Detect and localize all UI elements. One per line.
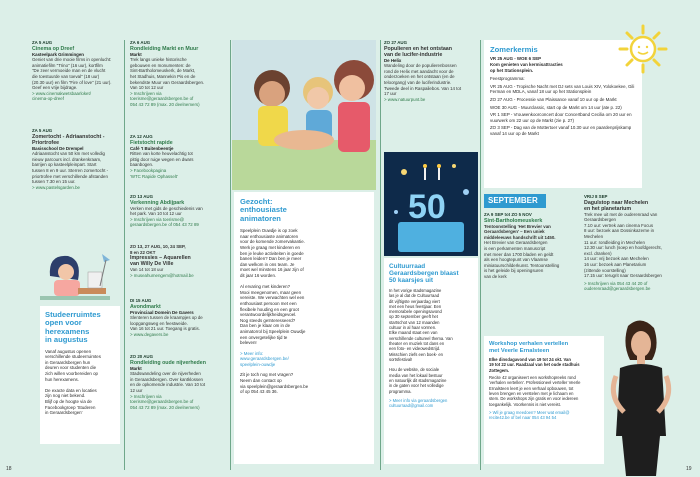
event-title: Fietstocht rapide <box>130 139 173 146</box>
fair-program-list <box>490 84 636 137</box>
list-item: WOE 30 AUG - Muurclassic, start op de Markt om 14 uur (ate p. 22) <box>490 104 622 110</box>
list-item: VR 1 SEP - Vrouwenkoorconcert door Concertband Cecilia om 20 uur en vuurwerk om 22 uur op de Markt (zie p. 27) <box>490 112 632 123</box>
event-block <box>484 212 580 280</box>
event-body: Van 14 tot 18 uur <box>130 267 164 273</box>
list-item: 14 uur: vrij bezoek aan Mechelen <box>584 256 649 262</box>
event-date: ZA 6 AUG <box>130 40 151 45</box>
event-body: Ritten van korte heuvelachtig tot pittig door ruige wegen en dwars baanbogen. <box>130 151 194 168</box>
column-divider <box>380 40 381 470</box>
event-location: Markt <box>130 365 142 371</box>
studying-girl-illustration <box>30 246 120 306</box>
event-link[interactable]: > www.degavers.be <box>130 331 169 337</box>
event-location: De Helix <box>384 57 402 63</box>
event-body: Geniet van drie mooie films in openlucht: animatiefilm "Trino" (16 uur), kortfilm "De zeer vermoeide man en de vlucht die toestuurde van toeval" (18 uur) (20.30 uur) en film "Fire of love" (21 uur). Geef een vrije bijdrage. <box>32 57 112 91</box>
list-item: 7.10 uur: vertrek aan cinema Focus <box>584 222 654 228</box>
fair-subtitle: Kom genieten van kermisattracties op het Stationsplein. <box>490 62 563 73</box>
page-number-left: 18 <box>6 466 12 472</box>
trip-schedule <box>584 223 678 279</box>
event-link[interactable]: > Inschrijven via toerisme@geraardsbergen.be of 054 43 72 89 (max. 20 deelnemers) <box>130 393 200 410</box>
event-date: ZO 27 AUG <box>384 40 408 45</box>
event-link[interactable]: > museahumengem@hotmail.be <box>130 272 194 278</box>
event-location: Café 't Buitenbeentje <box>130 145 174 151</box>
event-date: ZO 13 AUG <box>130 194 154 199</box>
event-date: ZO 13, 27 AUG, 10, 24 SEP, 8 en 22 OKT <box>130 244 186 255</box>
card-subtitle: Elke dinsdagavond van 19 tot 24 okt. Van 19 tot 22 uur. Raadzaal van het oude stadhuis Zottegem. <box>489 357 580 373</box>
event-title: Zomertocht - Adriaanstocht - Priortrofee <box>32 133 105 146</box>
list-item: 16 uur: bezoek aan Planetarium (zittende voorstelling) <box>584 261 647 273</box>
event-location: Kasteelpark Grimmingen <box>32 51 84 57</box>
event-link[interactable]: > www.pastelsgarden.be <box>32 184 80 190</box>
event-block <box>584 194 678 292</box>
event-block <box>384 40 478 102</box>
column-divider <box>480 40 481 470</box>
card-body: Vanaf augustus openen verschillende studeerruimtes in Geraardsbergen hun deuren voor studenten die zich willen voorbereiden op hun herexamens. De exacte data en locaties zijn nog niet bekend. Blijf op de hoogte via de Facebookgroep 'Studeren in Geraardsbergen' <box>45 348 101 416</box>
event-title: Dagulstop naar Mechelen en het planetarium <box>584 199 649 212</box>
event-link[interactable]: > Inschrijven via 054 43 44 20 of ouderenraad@geraardsbergen.be <box>584 280 651 292</box>
fair-program-label: Feestprogramma: <box>490 76 525 82</box>
culture-council-card <box>384 258 478 464</box>
card-link[interactable]: > Meer info: www.geraardsbergen.be/ speelplein-ouwdje <box>240 350 289 367</box>
event-date: DI 15 AUG <box>130 298 152 303</box>
event-title: Rondleiding Markt en Muur <box>130 45 199 52</box>
column-divider <box>124 40 125 470</box>
event-title: Impressies – Aquarellen van Willy De Ville <box>130 255 191 268</box>
event-date: ZA 5 AUG <box>32 128 53 133</box>
list-item: 11 uur: rondleiding in Mechelen <box>584 239 645 245</box>
svg-text:50: 50 <box>408 188 446 226</box>
event-title: Sint-Bartholomeuskerk <box>484 217 543 224</box>
card-link[interactable]: > Meer info via geraardsbergen cultuurraad@gmail.com <box>389 397 448 409</box>
list-item: ZO 3 SEP - Dag van de Mottertoer vanaf 10.30 uur en paardenprijskamp vanaf 14 uur op de Markt <box>490 125 632 136</box>
fair-dates: VR 25 AUG - WOE 6 SEP <box>490 56 542 62</box>
card-body: Speelplein Ouwdje is op zoek naar enthousiaste animatoren voor de komende zomervakantie. Werk je graag met kinderen en ben je leuke activiteiten in goede banen leiden? Dan ben je meer dan welkom in ons team. Je moet wel minstens 16 jaar zijn of dit jaar 16 worden. Al ervaring met kinderen? Mooi meegenomen, maar geen vereiste. We verwachten wel een enthousiast persoon met een flexibele houding en een groot verantwoordelijkheidsgevoel. Nog steeds geïnteresseerd? Dan ben je klaar om in de animatorrol bij Speelplein Ouwdje een onvergetelijke tijd te beleven! <box>240 228 306 346</box>
event-block <box>32 40 122 102</box>
event-body: Trek langs unieke historische gebouwen en monumenten: de Sint-Bartholomeuskerk, de Markt, het Stadhuis, Mannekin Pis en de bekendste Muur van Geraardsbergen. Van 10 tot 12 uur <box>130 57 205 91</box>
event-title: Rondleiding oude nijverheden <box>130 359 206 366</box>
event-location: Basisschool De Drempel <box>32 145 84 151</box>
card-body: Recite 42 organiseert een workshopreeks rond 'verhalen vertellen'. Professioneel verteller Veerle Ernalsteen leert je een verhaal opbouwen, tot leven brengen en verstelen met je lichaam en stem. De workshops zijn gratis en voor iedereen toegankelijk. Voorkennis is niet vereist. <box>489 375 581 407</box>
event-date: ZA 12 AUG <box>130 134 153 139</box>
student-rooms-card <box>40 306 120 444</box>
event-body: Verken met gids de geschiedenis van het park. Van 10 tot 12 uur <box>130 205 203 217</box>
card-title: Zomerkermis <box>490 45 538 54</box>
event-date: VRIJ 8 SEP <box>584 194 608 199</box>
card-title: Gezocht: enthousiaste animatoren <box>240 197 287 223</box>
event-date: ZO 20 AUG <box>130 354 154 359</box>
event-body: Slenteren tussen de kraampjes op de loopgangsweg en feestweide. Van 16 tot 21 uur. Toegang is gratis. <box>130 315 203 332</box>
list-item: 17.15 uur: terugrit naar Geraardsbergen <box>584 273 662 279</box>
event-title: Cinema op Dreef <box>32 45 75 52</box>
animators-card <box>234 192 374 464</box>
event-link[interactable]: > Inschrijven via toerisme@geraardsbergen.be of 054 43 72 89 (max. 20 deelnemers) <box>130 90 200 107</box>
card-contact: Zit je toch nog met vragen? Neem dan contact op via speelplein@geraardsbergen.be of op 054 43 45 36. <box>240 372 309 395</box>
list-item: 8 uur: bezoek aan Dossinkazerne in Mechelen <box>584 228 655 239</box>
event-link[interactable]: > www.cinemakwetsbaarloket/ cinema-op-dreef <box>32 90 91 102</box>
event-date: ZA 5 AUG <box>32 40 53 45</box>
workshop-card <box>484 336 604 464</box>
birthday-cake-photo <box>384 152 478 256</box>
card-title: Cultuurraad Geraardsbergen blaast 50 kaarsjes uit <box>389 263 459 284</box>
event-location: Markt <box>130 51 142 57</box>
list-item: ZO 27 AUG - Processie van Plaissance vanaf 10 uur op de Markt <box>490 96 617 102</box>
event-title: Avondmarkt <box>130 303 161 310</box>
event-block <box>130 354 228 410</box>
event-block <box>130 40 228 108</box>
event-block <box>32 128 122 190</box>
event-title: Verkenning Abdijpark <box>130 199 185 206</box>
list-item: VR 25 AUG - Tropische Nacht met DJ sets van Louis XIV, Yolokoekee, Gili Ferman en MDLA, vanaf 18 uur op het Stationsplein <box>490 83 635 95</box>
event-body: Wandeling door de populierenbossen rond de Helix met aandacht voor de onderzoeken en het ontstaan (en de teloorgang) van de luciferindustrie. Tweede deel in Raspailebos. Van 14 tot 17 uur <box>384 63 462 97</box>
event-date: ZA 9 SEP tot ZO 5 NOV <box>484 212 532 217</box>
list-item: 12.30 uur: lunch (soep en hoofdgerecht, excl. dranken) <box>584 245 662 256</box>
event-body: Adriaanstocht van 50 km met volledig nieuw parcours incl. drankenkraam, barrijen op kasteelpleinpart. Start tussen 8 en 9 uur. Sterren zomertocht - priortrofee met verschillende afstanden tussen 7.30 en 15 uur. <box>32 151 109 185</box>
event-location: Provinciaal Domein De Gavers <box>130 309 194 315</box>
page-number-right: 19 <box>686 466 692 472</box>
event-block <box>130 244 228 278</box>
event-block <box>130 298 228 338</box>
event-body: Stadswandeling over de nijverheden in Geraardsbergen. Over kantklossen en de opkomende industrie. Van 10 tot 12 uur <box>130 371 206 393</box>
event-link[interactable]: > Inschrijven via toerisme@ geraardsbergen.be of 054 43 72 89 <box>130 216 199 228</box>
storyteller-photo <box>606 316 676 476</box>
event-body: Het Brevier van Geraardsbergen is een perkamenten manuscript met meer dan 1700 bladen en geldt als een hoogtepunt van Vlaamse miniatuurschilderkunst. Tentoonstelling is het geleide bij openingsuren van de kerk <box>484 240 560 279</box>
event-block <box>130 194 228 228</box>
event-title: Populieren en het ontstaan van de lucifer-industrie <box>384 45 452 58</box>
september-label: SEPTEMBER <box>484 194 546 208</box>
event-link[interactable]: > Facebookpagina 'WTC Rapide Ophasselt' <box>130 167 178 179</box>
sun-icon <box>618 24 668 74</box>
event-block <box>130 134 228 179</box>
card-title: Studeerruimtes open voor herexamens in augustus <box>45 310 101 345</box>
card-link[interactable]: > Wil je graag meedoen? Meer wat email@ recite42.be of bel naar 054 43 94 54 <box>489 409 570 421</box>
children-hands-photo <box>232 40 376 190</box>
column-divider <box>230 40 231 470</box>
card-body: In het vorige stadsmagazine las je al dat de Cultuurraad dit vijftigste verjaardag viert met een heus feestjaar. Een memorabele openingsavond op 30 september geeft het startschot van 12 maanden cultuur in al haar vormen. Elke maand staat een van verschillende cultureel thema. Van theater en muziek tot dans en een foto- en videowedstrijd. Misschien ziefs een boek- en sortsfestival! Hou de website, de sociale media van het lokaal bestuur en natuurlijk dit stadsmagazine in de gaten voor het volledige programma. <box>389 288 453 394</box>
event-subtitle: Tentoonstelling 'Het Brevier van Geraardsbergen' – Een uniek middeleeuws handschrift uit 1450. <box>484 223 556 240</box>
event-body: Trek mee uit met de ouderenraad van Geraardsbergen <box>584 211 658 223</box>
event-link[interactable]: > www.natuurpunt.be <box>384 96 426 102</box>
card-title: Workshop verhalen vertellen met Veerle Ernalsteen <box>489 341 569 354</box>
